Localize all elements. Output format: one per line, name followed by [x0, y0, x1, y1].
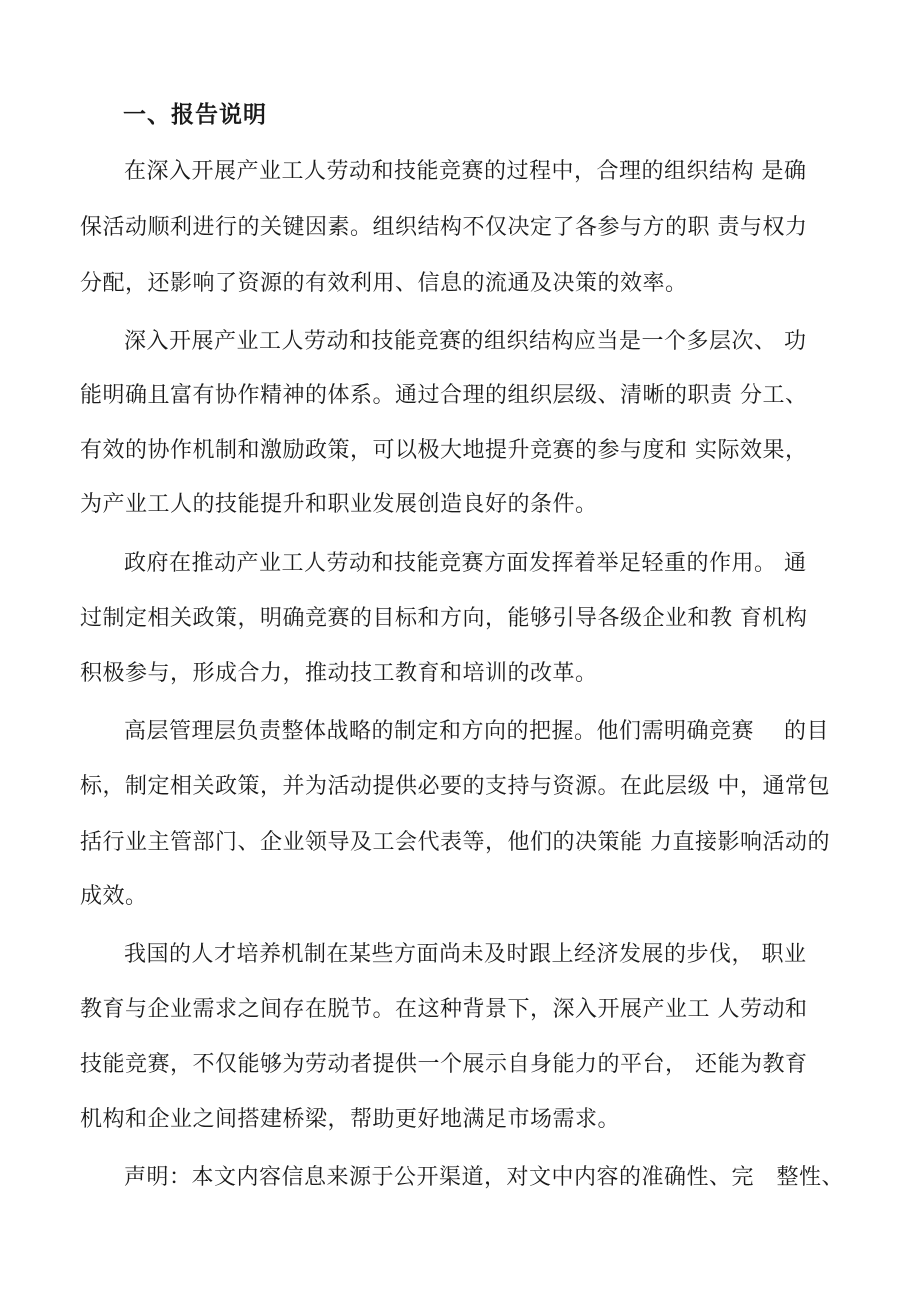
paragraph-5-line-3: 技能竞赛，不仅能够为劳动者提供一个展示自身能力的平台， 还能为教育	[80, 1052, 808, 1077]
paragraph-6-line-1: 声明：本文内容信息来源于公开渠道，对文中内容的准确性、完 整性、	[124, 1165, 845, 1190]
section-heading: 一、报告说明	[123, 102, 267, 128]
paragraph-4-line-3: 括行业主管部门、企业领导及工会代表等，他们的决策能 力直接影响活动的	[80, 830, 830, 855]
paragraph-1-line-2: 保活动顺利进行的关键因素。组织结构不仅决定了各参与方的职 责与权力	[80, 215, 808, 240]
paragraph-5-line-2: 教育与企业需求之间存在脱节。在这种背景下，深入开展产业工 人劳动和	[80, 997, 808, 1022]
paragraph-4-line-1: 高层管理层负责整体战略的制定和方向的把握。他们需明确竞赛 的目	[124, 719, 829, 744]
paragraph-4-line-4: 成效。	[80, 884, 148, 909]
paragraph-1-line-3: 分配，还影响了资源的有效利用、信息的流通及决策的效率。	[80, 271, 688, 296]
paragraph-4-line-2: 标，制定相关政策，并为活动提供必要的支持与资源。在此层级 中，通常包	[80, 774, 830, 799]
paragraph-2-line-2: 能明确且富有协作精神的体系。通过合理的组织层级、清晰的职责 分工、	[80, 383, 808, 408]
paragraph-3-line-1: 政府在推动产业工人劳动和技能竞赛方面发挥着举足轻重的作用。 通	[124, 551, 807, 576]
paragraph-2-line-1: 深入开展产业工人劳动和技能竞赛的组织结构应当是一个多层次、 功	[124, 329, 807, 354]
paragraph-2-line-3: 有效的协作机制和激励政策，可以极大地提升竞赛的参与度和 实际效果，	[80, 438, 808, 463]
paragraph-5-line-4: 机构和企业之间搭建桥梁，帮助更好地满足市场需求。	[80, 1107, 621, 1132]
paragraph-3-line-3: 积极参与，形成合力，推动技工教育和培训的改革。	[80, 661, 598, 686]
paragraph-2-line-4: 为产业工人的技能提升和职业发展创造良好的条件。	[80, 492, 598, 517]
paragraph-5-line-1: 我国的人才培养机制在某些方面尚未及时跟上经济发展的步伐， 职业	[124, 942, 807, 967]
paragraph-3-line-2: 过制定相关政策，明确竞赛的目标和方向，能够引导各级企业和教 育机构	[80, 606, 808, 631]
paragraph-1-line-1: 在深入开展产业工人劳动和技能竞赛的过程中，合理的组织结构 是确	[124, 159, 807, 184]
